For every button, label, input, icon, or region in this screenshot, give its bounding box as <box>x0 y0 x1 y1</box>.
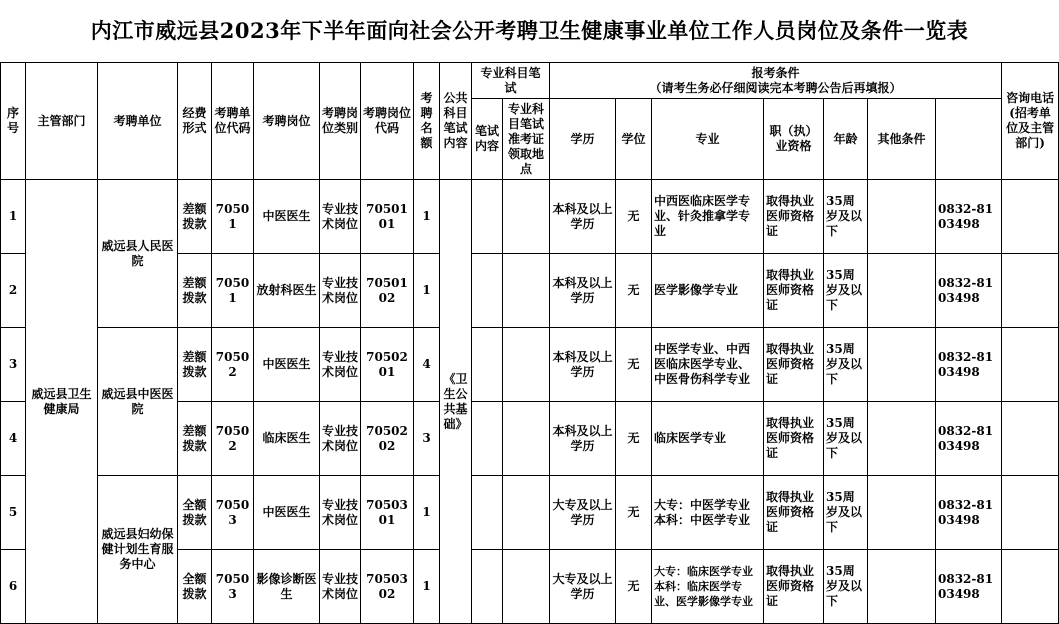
cell-qualification: 取得执业医师资格证 <box>764 550 824 624</box>
header-conditions <box>550 63 1002 99</box>
cell-major: 中西医临床医学专业、针灸推拿学专业 <box>652 180 764 254</box>
cell-degree: 无 <box>616 402 652 476</box>
cell-quota: 1 <box>414 550 440 624</box>
cell-unit-code: 70502 <box>212 402 254 476</box>
cell-position: 影像诊断医生 <box>254 550 320 624</box>
cell-funding: 全额拨款 <box>178 476 212 550</box>
cell-pos-code: 7050301 <box>361 476 414 550</box>
table-row <box>1 328 1059 402</box>
page-title: 内江市威远县2023年下半年面向社会公开考聘卫生健康事业单位工作人员岗位及条件一览表 <box>90 18 969 43</box>
header-public-exam: 公共科目笔试内容 <box>440 63 472 180</box>
cell-position: 中医医生 <box>254 180 320 254</box>
cell-other <box>868 328 936 402</box>
cell-position: 中医医生 <box>254 476 320 550</box>
cell-remark <box>1002 328 1059 402</box>
cell-prof-content <box>472 180 503 254</box>
cell-degree: 无 <box>616 254 652 328</box>
cell-remark <box>1002 476 1059 550</box>
cell-phone: 0832-8103498 <box>936 476 1002 550</box>
table-row <box>1 180 1059 254</box>
cell-phone: 0832-8103498 <box>936 550 1002 624</box>
cell-prof-ticket <box>503 550 550 624</box>
cell-quota: 1 <box>414 476 440 550</box>
cell-remark <box>1002 550 1059 624</box>
header-other: 其他条件 <box>868 99 936 180</box>
cell-prof-ticket <box>503 328 550 402</box>
cell-pos-code: 7050201 <box>361 328 414 402</box>
header-phone: 咨询电话(招考单位及主管部门) <box>1002 63 1059 180</box>
cell-remark <box>1002 180 1059 254</box>
cell-remark <box>1002 254 1059 328</box>
cell-major: 大专：中医学专业本科：中医学专业 <box>652 476 764 550</box>
header-conditions-title: 报考条件 <box>751 65 800 80</box>
cell-age: 35周岁及以下 <box>824 328 868 402</box>
header-funding: 经费形式 <box>178 63 212 180</box>
cell-position: 放射科医生 <box>254 254 320 328</box>
cell-quota: 4 <box>414 328 440 402</box>
cell-unit-code: 70503 <box>212 476 254 550</box>
header-dept: 主管部门 <box>26 63 98 180</box>
cell-education: 本科及以上学历 <box>550 402 616 476</box>
header-pos-code: 考聘岗位代码 <box>361 63 414 180</box>
header-position: 考聘岗位 <box>254 63 320 180</box>
header-seq: 序号 <box>1 63 26 180</box>
cell-category: 专业技术岗位 <box>320 550 361 624</box>
cell-phone: 0832-8103498 <box>936 402 1002 476</box>
cell-category: 专业技术岗位 <box>320 254 361 328</box>
cell-education: 本科及以上学历 <box>550 254 616 328</box>
cell-category: 专业技术岗位 <box>320 402 361 476</box>
cell-prof-content <box>472 550 503 624</box>
cell-unit-code: 70501 <box>212 180 254 254</box>
cell-education: 本科及以上学历 <box>550 180 616 254</box>
cell-quota: 3 <box>414 402 440 476</box>
cell-seq: 1 <box>1 180 26 254</box>
cell-seq: 2 <box>1 254 26 328</box>
cell-funding: 差额拨款 <box>178 328 212 402</box>
cell-pos-code: 7050302 <box>361 550 414 624</box>
cell-degree: 无 <box>616 476 652 550</box>
cell-education: 大专及以上学历 <box>550 476 616 550</box>
header-unit-code: 考聘单位代码 <box>212 63 254 180</box>
cell-unit-code: 70502 <box>212 328 254 402</box>
table-row <box>1 476 1059 550</box>
cell-prof-content <box>472 328 503 402</box>
cell-unit-code: 70501 <box>212 254 254 328</box>
cell-seq: 4 <box>1 402 26 476</box>
cell-phone: 0832-8103498 <box>936 180 1002 254</box>
cell-pos-code: 7050202 <box>361 402 414 476</box>
cell-major: 大专：临床医学专业本科：临床医学专业、医学影像学专业 <box>652 550 764 624</box>
cell-prof-ticket <box>503 402 550 476</box>
cell-category: 专业技术岗位 <box>320 180 361 254</box>
cell-unit-code: 70503 <box>212 550 254 624</box>
header-qualification: 职（执）业资格 <box>764 99 824 180</box>
cell-category: 专业技术岗位 <box>320 328 361 402</box>
cell-pos-code: 7050102 <box>361 254 414 328</box>
cell-seq: 6 <box>1 550 26 624</box>
cell-unit: 威远县中医医院 <box>98 328 178 476</box>
cell-quota: 1 <box>414 254 440 328</box>
cell-age: 35周岁及以下 <box>824 180 868 254</box>
cell-education: 大专及以上学历 <box>550 550 616 624</box>
cell-position: 临床医生 <box>254 402 320 476</box>
cell-funding: 差额拨款 <box>178 180 212 254</box>
header-prof-content: 笔试内容 <box>472 99 503 180</box>
cell-seq: 3 <box>1 328 26 402</box>
cell-qualification: 取得执业医师资格证 <box>764 476 824 550</box>
cell-major: 临床医学专业 <box>652 402 764 476</box>
header-conditions-note: （请考生务必仔细阅读完本考聘公告后再填报） <box>649 80 902 95</box>
cell-age: 35周岁及以下 <box>824 476 868 550</box>
cell-public-exam: 《卫生公共基础》 <box>440 180 472 624</box>
cell-unit: 威远县妇幼保健计划生育服务中心 <box>98 476 178 624</box>
cell-other <box>868 550 936 624</box>
cell-qualification: 取得执业医师资格证 <box>764 254 824 328</box>
cell-prof-content <box>472 476 503 550</box>
header-prof-ticket: 专业科目笔试准考证领取地 点 <box>503 99 550 180</box>
header-category: 考聘岗位类别 <box>320 63 361 180</box>
header-quota: 考聘名额 <box>414 63 440 180</box>
cell-degree: 无 <box>616 180 652 254</box>
cell-prof-ticket <box>503 476 550 550</box>
cell-other <box>868 180 936 254</box>
cell-seq: 5 <box>1 476 26 550</box>
cell-degree: 无 <box>616 550 652 624</box>
cell-major: 医学影像学专业 <box>652 254 764 328</box>
cell-other <box>868 254 936 328</box>
cell-category: 专业技术岗位 <box>320 476 361 550</box>
cell-major: 中医学专业、中西医临床医学专业、中医骨伤科学专业 <box>652 328 764 402</box>
header-degree: 学位 <box>616 99 652 180</box>
cell-quota: 1 <box>414 180 440 254</box>
cell-funding: 差额拨款 <box>178 254 212 328</box>
header-major: 专业 <box>652 99 764 180</box>
cell-pos-code: 7050101 <box>361 180 414 254</box>
positions-table <box>0 62 1059 624</box>
cell-remark <box>1002 402 1059 476</box>
header-prof-exam: 专业科目笔 试 <box>472 63 550 99</box>
header-age: 年龄 <box>824 99 868 180</box>
cell-qualification: 取得执业医师资格证 <box>764 328 824 402</box>
cell-unit: 威远县人民医院 <box>98 180 178 328</box>
cell-prof-ticket <box>503 180 550 254</box>
cell-age: 35周岁及以下 <box>824 254 868 328</box>
cell-phone: 0832-8103498 <box>936 328 1002 402</box>
cell-position: 中医医生 <box>254 328 320 402</box>
cell-funding: 全额拨款 <box>178 550 212 624</box>
cell-dept: 威远县卫生健康局 <box>26 180 98 624</box>
cell-other <box>868 402 936 476</box>
cell-prof-ticket <box>503 254 550 328</box>
cell-funding: 差额拨款 <box>178 402 212 476</box>
cell-qualification: 取得执业医师资格证 <box>764 180 824 254</box>
header-unit: 考聘单位 <box>98 63 178 180</box>
cell-age: 35周岁及以下 <box>824 550 868 624</box>
cell-phone: 0832-8103498 <box>936 254 1002 328</box>
cell-prof-content <box>472 402 503 476</box>
cell-education: 本科及以上学历 <box>550 328 616 402</box>
cell-other <box>868 476 936 550</box>
header-education: 学历 <box>550 99 616 180</box>
cell-qualification: 取得执业医师资格证 <box>764 402 824 476</box>
cell-prof-content <box>472 254 503 328</box>
cell-degree: 无 <box>616 328 652 402</box>
cell-age: 35周岁及以下 <box>824 402 868 476</box>
